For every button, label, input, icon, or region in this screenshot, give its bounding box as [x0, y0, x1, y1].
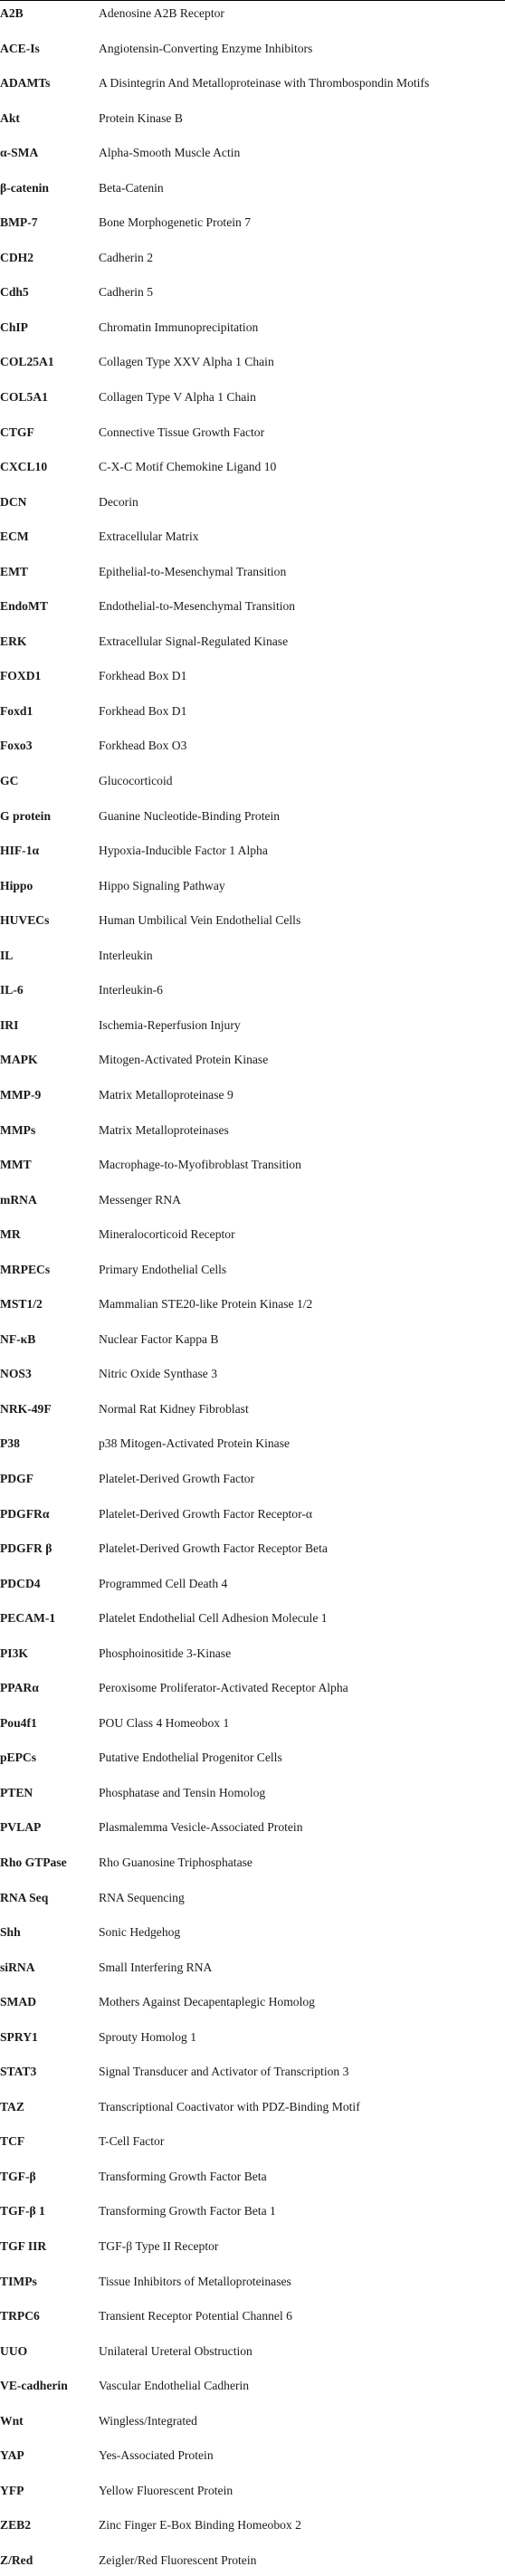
- abbreviation-term: PTEN: [0, 1785, 33, 1799]
- abbreviation-definition: Primary Endothelial Cells: [99, 1262, 227, 1276]
- abbreviation-term: ECM: [0, 530, 29, 544]
- abbreviation-term: NOS3: [0, 1367, 32, 1381]
- abbreviation-term: Wnt: [0, 2413, 24, 2428]
- table-row: [0, 633, 505, 651]
- abbreviation-definition: Platelet-Derived Growth Factor Receptor-α: [99, 1506, 312, 1521]
- abbreviation-definition: A Disintegrin And Metalloproteinase with Thrombospondin Motifs: [99, 76, 430, 91]
- abbreviation-term: COL25A1: [0, 355, 54, 369]
- abbreviation-definition: Yes-Associated Protein: [99, 2448, 214, 2463]
- abbreviation-term: PPARα: [0, 1681, 39, 1695]
- abbreviation-definition: Glucocorticoid: [99, 774, 173, 788]
- abbreviation-term: CXCL10: [0, 460, 48, 474]
- abbreviation-definition: Unilateral Ureteral Obstruction: [99, 2343, 252, 2358]
- abbreviation-definition: Zinc Finger E-Box Binding Homeobox 2: [99, 2518, 301, 2533]
- abbreviation-definition: T-Cell Factor: [99, 2134, 165, 2149]
- table-row: [0, 1331, 505, 1349]
- abbreviation-term: Shh: [0, 1925, 21, 1940]
- abbreviation-term: PDGFRα: [0, 1506, 50, 1521]
- abbreviation-term: TIMPs: [0, 2274, 37, 2288]
- abbreviation-definition: Cadherin 5: [99, 285, 154, 300]
- abbreviation-definition: Matrix Metalloproteinases: [99, 1122, 229, 1137]
- abbreviation-definition: Vascular Endothelial Cadherin: [99, 2379, 250, 2393]
- table-row: [0, 2028, 505, 2046]
- abbreviation-definition: Normal Rat Kidney Fibroblast: [99, 1401, 249, 1416]
- table-row: [0, 981, 505, 999]
- abbreviation-definition: Hypoxia-Inducible Factor 1 Alpha: [99, 844, 268, 858]
- abbreviation-term: IL: [0, 948, 14, 962]
- abbreviation-list: [0, 1, 505, 2576]
- table-row: [0, 40, 505, 58]
- abbreviation-term: TRPC6: [0, 2309, 40, 2323]
- table-row: [0, 1923, 505, 1942]
- abbreviation-definition: Interleukin: [99, 948, 153, 962]
- abbreviation-term: PDGFR β: [0, 1541, 52, 1556]
- table-row: [0, 1400, 505, 1418]
- abbreviation-definition: Platelet-Derived Growth Factor: [99, 1471, 255, 1485]
- abbreviation-term: HIF-1α: [0, 844, 40, 858]
- table-row: [0, 110, 505, 128]
- abbreviation-definition: Beta-Catenin: [99, 180, 164, 195]
- abbreviation-term: CTGF: [0, 425, 34, 439]
- table-row: [0, 1749, 505, 1767]
- abbreviation-term: TGF-β 1: [0, 2204, 45, 2218]
- abbreviation-term: HUVECs: [0, 913, 50, 928]
- abbreviation-term: Akt: [0, 110, 20, 125]
- table-row: [0, 1051, 505, 1069]
- abbreviation-definition: Platelet Endothelial Cell Adhesion Molecule 1: [99, 1611, 328, 1626]
- abbreviation-term: YAP: [0, 2448, 24, 2463]
- abbreviation-term: A2B: [0, 6, 24, 20]
- table-row: [0, 1121, 505, 1140]
- table-row: [0, 842, 505, 860]
- abbreviation-term: IL-6: [0, 983, 24, 997]
- table-row: [0, 144, 505, 162]
- abbreviation-term: ACE-Is: [0, 41, 40, 55]
- abbreviation-term: Hippo: [0, 878, 33, 892]
- table-row: [0, 1470, 505, 1488]
- abbreviation-definition: Peroxisome Proliferator-Activated Receptor Alpha: [99, 1681, 348, 1695]
- abbreviation-definition: Wingless/Integrated: [99, 2413, 197, 2428]
- table-row: [0, 1993, 505, 2011]
- table-row: [0, 911, 505, 930]
- table-row: [0, 1784, 505, 1802]
- abbreviation-term: FOXD1: [0, 669, 42, 683]
- table-row: [0, 424, 505, 442]
- table-row: [0, 702, 505, 720]
- abbreviation-term: β-catenin: [0, 180, 49, 195]
- table-row: [0, 5, 505, 23]
- abbreviation-definition: C-X-C Motif Chemokine Ligand 10: [99, 460, 277, 474]
- abbreviation-definition: Angiotensin-Converting Enzyme Inhibitors: [99, 41, 313, 55]
- abbreviation-term: NF-κB: [0, 1331, 36, 1346]
- table-row: [0, 1086, 505, 1104]
- abbreviation-definition: Endothelial-to-Mesenchymal Transition: [99, 599, 296, 614]
- table-row: [0, 2447, 505, 2465]
- table-row: [0, 2377, 505, 2395]
- table-row: [0, 2237, 505, 2256]
- abbreviation-term: TCF: [0, 2134, 25, 2149]
- abbreviation-definition: Macrophage-to-Myofibroblast Transition: [99, 1158, 301, 1172]
- abbreviation-definition: Cadherin 2: [99, 250, 154, 264]
- abbreviation-definition: Phosphatase and Tensin Homolog: [99, 1785, 266, 1799]
- table-row: [0, 2202, 505, 2220]
- abbreviation-term: ChIP: [0, 320, 28, 334]
- table-row: [0, 1609, 505, 1627]
- abbreviation-term: CDH2: [0, 250, 34, 264]
- table-row: [0, 737, 505, 755]
- abbreviation-term: siRNA: [0, 1960, 35, 1974]
- abbreviation-definition: Forkhead Box D1: [99, 669, 187, 683]
- table-row: [0, 1016, 505, 1035]
- abbreviation-definition: Extracellular Matrix: [99, 530, 199, 544]
- abbreviation-definition: Messenger RNA: [99, 1192, 181, 1207]
- table-row: [0, 2273, 505, 2291]
- abbreviation-definition: Epithelial-to-Mesenchymal Transition: [99, 564, 287, 578]
- table-row: [0, 1295, 505, 1313]
- abbreviation-definition: Interleukin-6: [99, 983, 163, 997]
- abbreviation-definition: RNA Sequencing: [99, 1890, 185, 1904]
- table-row: [0, 772, 505, 790]
- abbreviation-definition: Programmed Cell Death 4: [99, 1576, 228, 1590]
- abbreviation-term: TGF-β: [0, 2169, 36, 2183]
- table-row: [0, 528, 505, 546]
- table-row: [0, 2063, 505, 2081]
- table-row: [0, 493, 505, 511]
- table-row: [0, 2552, 505, 2570]
- abbreviation-definition: Mammalian STE20-like Protein Kinase 1/2: [99, 1297, 313, 1312]
- abbreviation-term: Pou4f1: [0, 1715, 37, 1730]
- abbreviation-definition: Putative Endothelial Progenitor Cells: [99, 1751, 282, 1765]
- abbreviation-term: DCN: [0, 494, 27, 509]
- table-row: [0, 877, 505, 895]
- abbreviation-term: ZEB2: [0, 2518, 31, 2533]
- abbreviation-term: PI3K: [0, 1646, 28, 1660]
- table-row: [0, 1156, 505, 1174]
- abbreviation-term: MMT: [0, 1158, 32, 1172]
- abbreviation-definition: Signal Transducer and Activator of Transcription 3: [99, 2065, 349, 2079]
- table-row: [0, 1365, 505, 1383]
- abbreviation-definition: Rho Guanosine Triphosphatase: [99, 1855, 252, 1869]
- abbreviation-definition: POU Class 4 Homeobox 1: [99, 1715, 230, 1730]
- abbreviation-term: PDCD4: [0, 1576, 41, 1590]
- abbreviation-term: PDGF: [0, 1471, 33, 1485]
- abbreviation-term: SMAD: [0, 1995, 37, 2009]
- abbreviation-definition: Connective Tissue Growth Factor: [99, 425, 265, 439]
- abbreviation-definition: Transforming Growth Factor Beta 1: [99, 2204, 276, 2218]
- abbreviation-definition: Small Interfering RNA: [99, 1960, 213, 1974]
- abbreviation-definition: Ischemia-Reperfusion Injury: [99, 1017, 241, 1032]
- abbreviation-definition: Transient Receptor Potential Channel 6: [99, 2309, 292, 2323]
- abbreviation-term: Rho GTPase: [0, 1855, 67, 1869]
- abbreviation-definition: p38 Mitogen-Activated Protein Kinase: [99, 1436, 291, 1451]
- table-row: [0, 283, 505, 301]
- table-row: [0, 1714, 505, 1732]
- table-row: [0, 353, 505, 371]
- abbreviation-definition: Plasmalemma Vesicle-Associated Protein: [99, 1820, 303, 1835]
- table-row: [0, 2342, 505, 2361]
- table-row: [0, 1889, 505, 1907]
- abbreviation-definition: Sonic Hedgehog: [99, 1925, 181, 1940]
- table-row: [0, 563, 505, 581]
- abbreviation-definition: Forkhead Box D1: [99, 703, 187, 718]
- table-row: [0, 388, 505, 406]
- table-row: [0, 667, 505, 685]
- abbreviation-term: MST1/2: [0, 1297, 43, 1312]
- table-row: [0, 2516, 505, 2534]
- abbreviation-term: MRPECs: [0, 1262, 51, 1276]
- abbreviation-definition: Sprouty Homolog 1: [99, 2029, 196, 2044]
- abbreviation-term: TAZ: [0, 2099, 24, 2113]
- abbreviation-definition: Protein Kinase B: [99, 110, 183, 125]
- table-row: [0, 2307, 505, 2325]
- abbreviation-definition: Zeigler/Red Fluorescent Protein: [99, 2552, 257, 2567]
- abbreviation-term: Z/Red: [0, 2552, 33, 2567]
- table-row: [0, 1575, 505, 1593]
- abbreviation-term: BMP-7: [0, 215, 38, 230]
- abbreviation-term: MMP-9: [0, 1087, 42, 1102]
- abbreviation-term: Cdh5: [0, 285, 29, 300]
- table-row: [0, 458, 505, 476]
- table-row: [0, 947, 505, 965]
- abbreviation-term: UUO: [0, 2343, 28, 2358]
- table-row: [0, 319, 505, 337]
- abbreviation-term: GC: [0, 774, 19, 788]
- abbreviation-term: SPRY1: [0, 2029, 38, 2044]
- abbreviation-definition: Mothers Against Decapentaplegic Homolog: [99, 1995, 315, 2009]
- table-row: [0, 1959, 505, 1977]
- abbreviation-term: Foxd1: [0, 703, 33, 718]
- abbreviation-term: IRI: [0, 1017, 19, 1032]
- table-row: [0, 1818, 505, 1837]
- table-row: [0, 74, 505, 92]
- abbreviation-term: MAPK: [0, 1053, 38, 1067]
- abbreviation-term: TGF IIR: [0, 2239, 47, 2253]
- abbreviation-term: PECAM-1: [0, 1611, 56, 1626]
- abbreviation-definition: Forkhead Box O3: [99, 739, 187, 753]
- abbreviation-term: α-SMA: [0, 146, 39, 160]
- table-row: [0, 214, 505, 232]
- abbreviation-term: EMT: [0, 564, 28, 578]
- abbreviation-definition: Transcriptional Coactivator with PDZ-Binding Motif: [99, 2099, 360, 2113]
- abbreviation-term: ADAMTs: [0, 76, 51, 91]
- table-row: [0, 1679, 505, 1697]
- abbreviation-term: YFP: [0, 2483, 24, 2497]
- abbreviation-definition: Hippo Signaling Pathway: [99, 878, 225, 892]
- abbreviation-term: P38: [0, 1436, 20, 1451]
- abbreviation-definition: Mitogen-Activated Protein Kinase: [99, 1053, 269, 1067]
- table-row: [0, 2482, 505, 2500]
- table-row: [0, 807, 505, 825]
- abbreviation-term: pEPCs: [0, 1751, 37, 1765]
- abbreviation-term: ERK: [0, 634, 27, 648]
- table-row: [0, 1505, 505, 1523]
- abbreviation-definition: Platelet-Derived Growth Factor Receptor Beta: [99, 1541, 328, 1556]
- abbreviation-definition: Yellow Fluorescent Protein: [99, 2483, 233, 2497]
- abbreviation-definition: Collagen Type V Alpha 1 Chain: [99, 390, 256, 405]
- table-row: [0, 2098, 505, 2116]
- abbreviation-term: VE-cadherin: [0, 2379, 68, 2393]
- abbreviation-definition: Adenosine A2B Receptor: [99, 6, 224, 20]
- table-row: [0, 597, 505, 615]
- abbreviation-definition: Nitric Oxide Synthase 3: [99, 1367, 218, 1381]
- abbreviation-term: mRNA: [0, 1192, 37, 1207]
- abbreviation-term: RNA Seq: [0, 1890, 49, 1904]
- abbreviation-term: G protein: [0, 808, 52, 823]
- table-row: [0, 179, 505, 197]
- table-row: [0, 1645, 505, 1663]
- abbreviation-definition: Transforming Growth Factor Beta: [99, 2169, 267, 2183]
- abbreviation-definition: Decorin: [99, 494, 138, 509]
- abbreviation-term: PVLAP: [0, 1820, 42, 1835]
- abbreviation-definition: Mineralocorticoid Receptor: [99, 1227, 235, 1242]
- abbreviation-definition: Collagen Type XXV Alpha 1 Chain: [99, 355, 274, 369]
- abbreviation-definition: Nuclear Factor Kappa B: [99, 1331, 219, 1346]
- abbreviation-term: EndoMT: [0, 599, 48, 614]
- abbreviation-term: COL5A1: [0, 390, 48, 405]
- abbreviation-definition: Chromatin Immunoprecipitation: [99, 320, 259, 334]
- table-row: [0, 1226, 505, 1244]
- abbreviation-definition: Matrix Metalloproteinase 9: [99, 1087, 233, 1102]
- abbreviation-definition: Guanine Nucleotide-Binding Protein: [99, 808, 281, 823]
- abbreviation-term: MMPs: [0, 1122, 36, 1137]
- table-row: [0, 2132, 505, 2151]
- abbreviation-definition: Bone Morphogenetic Protein 7: [99, 215, 252, 230]
- abbreviation-term: MR: [0, 1227, 21, 1242]
- abbreviation-term: NRK-49F: [0, 1401, 52, 1416]
- table-row: [0, 1261, 505, 1279]
- abbreviation-definition: Phosphoinositide 3-Kinase: [99, 1646, 232, 1660]
- table-row: [0, 1435, 505, 1453]
- abbreviation-definition: Human Umbilical Vein Endothelial Cells: [99, 913, 301, 928]
- abbreviation-definition: Extracellular Signal-Regulated Kinase: [99, 634, 289, 648]
- table-row: [0, 2412, 505, 2430]
- abbreviation-definition: TGF-β Type II Receptor: [99, 2239, 219, 2253]
- table-row: [0, 1854, 505, 1872]
- table-row: [0, 2168, 505, 2186]
- abbreviation-definition: Tissue Inhibitors of Metalloproteinases: [99, 2274, 291, 2288]
- table-row: [0, 1540, 505, 1558]
- abbreviation-definition: Alpha-Smooth Muscle Actin: [99, 146, 241, 160]
- abbreviation-term: STAT3: [0, 2065, 37, 2079]
- table-row: [0, 1191, 505, 1209]
- table-row: [0, 249, 505, 267]
- abbreviation-term: Foxo3: [0, 739, 33, 753]
